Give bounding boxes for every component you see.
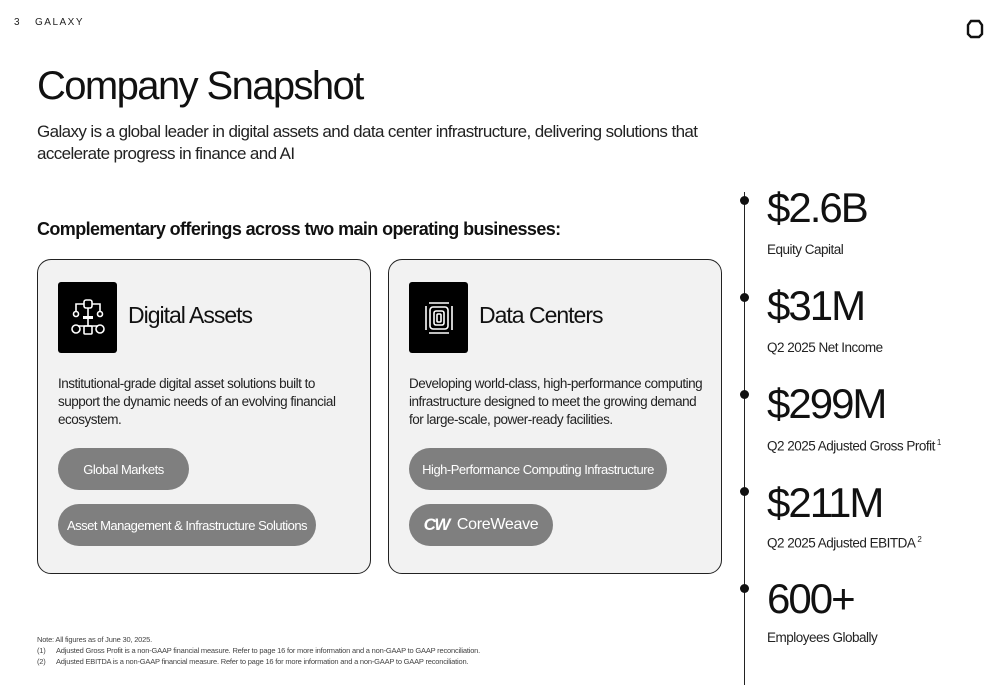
footnote-marker: 2: [917, 535, 922, 544]
timeline-dot: [740, 196, 749, 205]
page-number: 3: [14, 17, 21, 28]
stat-label: Q2 2025 Adjusted EBITDA $^2$: [767, 535, 922, 551]
footnote-number: (1): [37, 646, 46, 655]
timeline-dot: [740, 293, 749, 302]
footnote-marker: 1: [936, 438, 941, 447]
brand-name: GALAXY: [35, 17, 85, 28]
stat-label: Employees Globally: [767, 630, 878, 645]
stat-value: 600+: [767, 575, 854, 622]
coreweave-label: CoreWeave: [456, 516, 539, 533]
page-title: Company Snapshot: [37, 64, 363, 108]
stat-label: Equity Capital: [767, 242, 844, 257]
asset-management-pill: Asset Management & Infrastructure Solutions: [58, 504, 316, 546]
section-heading: Complementary offerings across two main operating businesses:: [37, 219, 561, 239]
stat-label: Q2 2025 Net Income: [767, 340, 883, 355]
timeline-dot: [740, 487, 749, 496]
footnotes: [37, 634, 480, 667]
timeline-dot: [740, 390, 749, 399]
footnote-row: [37, 645, 480, 656]
timeline-line: [744, 192, 745, 685]
hpc-infrastructure-pill: High-Performance Computing Infrastructure: [409, 448, 667, 490]
stat-label: Q2 2025 Adjusted Gross Profit $^1$: [767, 438, 941, 454]
digital-assets-card: [37, 259, 371, 574]
footnote-text: Adjusted EBITDA is a non-GAAP financial measure. Refer to page 16 for more information and a non-GAAP to GAAP reconciliation.: [56, 657, 469, 666]
data-centers-card: [388, 259, 722, 574]
global-markets-pill: Global Markets: [58, 448, 189, 490]
footnote-text: Adjusted Gross Profit is a non-GAAP financial measure. Refer to page 16 for more information and a non-GAAP to GAAP reconciliation.: [56, 646, 481, 655]
page-subtitle: Galaxy is a global leader in digital assets and data center infrastructure, delivering solutions that accelerate progress in finance and AI: [37, 122, 698, 163]
card-description: Institutional-grade digital asset solutions built to support the dynamic needs of an evolving financial ecosystem.: [58, 376, 336, 427]
stat-value: $299M: [767, 380, 886, 427]
chip-icon: [409, 282, 468, 353]
stat-value: $2.6B: [767, 184, 867, 231]
card-description: Developing world-class, high-performance computing infrastructure designed to meet the growing demand for large-scale, power-ready facilities.: [409, 376, 703, 427]
footnote-note: Note: All figures as of June 30, 2025.: [37, 635, 152, 644]
footnote-number: (2): [37, 657, 46, 666]
footnote-row: [37, 656, 480, 667]
stat-value: $211M: [767, 479, 883, 526]
stat-value: $31M: [767, 282, 865, 329]
card-title: Data Centers: [479, 302, 603, 328]
card-title: Digital Assets: [128, 302, 253, 328]
network-nodes-icon: [58, 282, 117, 353]
coreweave-logo-icon: CW: [423, 515, 449, 534]
galaxy-logo-icon: [966, 19, 984, 39]
timeline-dot: [740, 584, 749, 593]
coreweave-pill: [409, 504, 553, 546]
